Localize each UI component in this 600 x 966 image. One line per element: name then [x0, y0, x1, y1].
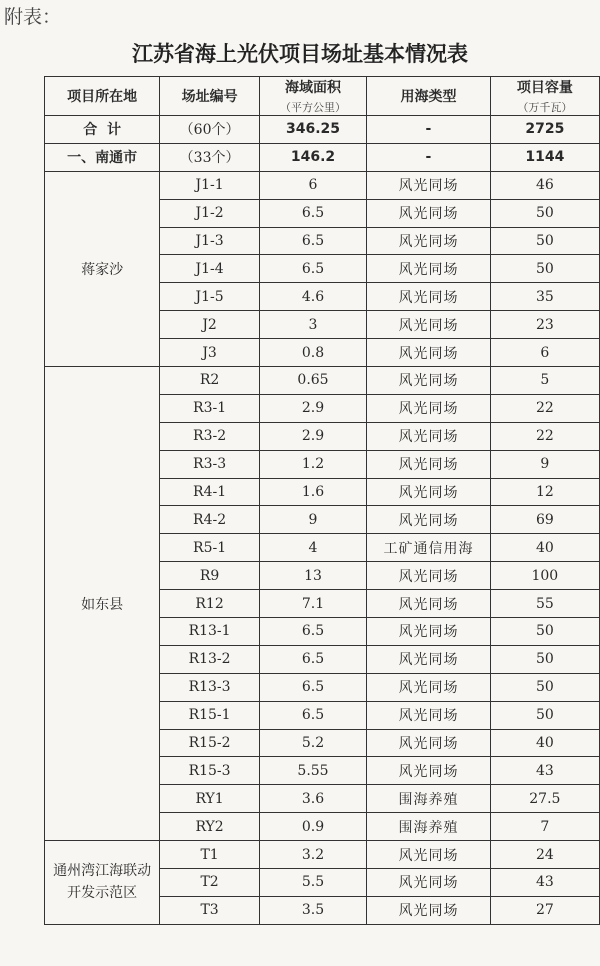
capacity-cell: 100	[490, 562, 599, 590]
table-row	[45, 171, 600, 199]
usage-cell: 工矿通信用海	[367, 534, 491, 562]
usage-cell: 风光同场	[367, 339, 491, 367]
annex-label: 附表：	[4, 6, 62, 28]
capacity-cell: 40	[490, 729, 599, 757]
capacity-cell: 69	[490, 506, 599, 534]
capacity-cell: 22	[490, 394, 599, 422]
city-row	[45, 143, 600, 171]
area-cell: 4.6	[259, 283, 366, 311]
site-cell: R12	[160, 590, 259, 618]
header-capacity	[490, 77, 599, 116]
area-cell: 6	[259, 171, 366, 199]
site-cell: R9	[160, 562, 259, 590]
site-cell: R15-1	[160, 701, 259, 729]
area-cell: 5.2	[259, 729, 366, 757]
site-cell: R4-2	[160, 506, 259, 534]
capacity-cell: 7	[490, 813, 599, 841]
area-cell: 5.5	[259, 869, 366, 897]
usage-cell: 风光同场	[367, 311, 491, 339]
capacity-cell: 40	[490, 534, 599, 562]
site-cell: T1	[160, 841, 259, 869]
site-cell: J2	[160, 311, 259, 339]
capacity-cell: 6	[490, 339, 599, 367]
area-cell: 0.9	[259, 813, 366, 841]
location-cell: 通州湾江海联动开发示范区	[45, 841, 160, 925]
area-cell: 2.9	[259, 422, 366, 450]
area-cell: 0.65	[259, 367, 366, 395]
area-cell: 6.5	[259, 645, 366, 673]
capacity-cell: 50	[490, 645, 599, 673]
city-label: 一、南通市	[45, 143, 160, 171]
city-count: （33个）	[160, 143, 259, 171]
site-cell: R3-1	[160, 394, 259, 422]
usage-cell: 风光同场	[367, 394, 491, 422]
usage-cell: 风光同场	[367, 171, 491, 199]
header-capacity-unit: （万千瓦）	[517, 101, 573, 114]
capacity-cell: 12	[490, 478, 599, 506]
city-area: 146.2	[259, 143, 366, 171]
header-usage: 用海类型	[367, 77, 491, 116]
location-cell: 如东县	[45, 367, 160, 841]
site-cell: RY1	[160, 785, 259, 813]
area-cell: 6.5	[259, 701, 366, 729]
site-cell: J1-2	[160, 199, 259, 227]
usage-cell: 风光同场	[367, 701, 491, 729]
capacity-cell: 27.5	[490, 785, 599, 813]
capacity-cell: 50	[490, 199, 599, 227]
usage-cell: 风光同场	[367, 422, 491, 450]
usage-cell: 风光同场	[367, 618, 491, 646]
area-cell: 6.5	[259, 618, 366, 646]
capacity-cell: 50	[490, 701, 599, 729]
site-cell: T3	[160, 896, 259, 924]
city-usage: -	[367, 143, 491, 171]
area-cell: 6.5	[259, 199, 366, 227]
usage-cell: 风光同场	[367, 729, 491, 757]
area-cell: 4	[259, 534, 366, 562]
usage-cell: 风光同场	[367, 896, 491, 924]
capacity-cell: 50	[490, 255, 599, 283]
site-cell: R15-2	[160, 729, 259, 757]
site-cell: R15-3	[160, 757, 259, 785]
total-count: （60个）	[160, 116, 259, 144]
usage-cell: 风光同场	[367, 450, 491, 478]
usage-cell: 风光同场	[367, 255, 491, 283]
usage-cell: 风光同场	[367, 673, 491, 701]
table-row	[45, 841, 600, 869]
area-cell: 6.5	[259, 673, 366, 701]
site-cell: R4-1	[160, 478, 259, 506]
capacity-cell: 27	[490, 896, 599, 924]
header-site: 场址编号	[160, 77, 259, 116]
area-cell: 2.9	[259, 394, 366, 422]
total-label: 合 计	[45, 116, 160, 144]
usage-cell: 围海养殖	[367, 785, 491, 813]
site-cell: T2	[160, 869, 259, 897]
capacity-cell: 5	[490, 367, 599, 395]
usage-cell: 风光同场	[367, 199, 491, 227]
site-cell: J3	[160, 339, 259, 367]
usage-cell: 风光同场	[367, 590, 491, 618]
total-row	[45, 116, 600, 144]
area-cell: 6.5	[259, 227, 366, 255]
area-cell: 6.5	[259, 255, 366, 283]
capacity-cell: 50	[490, 673, 599, 701]
location-cell: 蒋家沙	[45, 171, 160, 366]
capacity-cell: 43	[490, 869, 599, 897]
usage-cell: 风光同场	[367, 283, 491, 311]
site-cell: J1-5	[160, 283, 259, 311]
site-cell: RY2	[160, 813, 259, 841]
capacity-cell: 35	[490, 283, 599, 311]
area-cell: 3.6	[259, 785, 366, 813]
area-cell: 1.2	[259, 450, 366, 478]
total-area: 346.25	[259, 116, 366, 144]
header-area-unit: （平方公里）	[280, 101, 346, 114]
site-cell: J1-1	[160, 171, 259, 199]
site-cell: R3-3	[160, 450, 259, 478]
site-cell: R13-3	[160, 673, 259, 701]
site-cell: R13-2	[160, 645, 259, 673]
area-cell: 3.5	[259, 896, 366, 924]
usage-cell: 风光同场	[367, 506, 491, 534]
usage-cell: 风光同场	[367, 367, 491, 395]
header-location: 项目所在地	[45, 77, 160, 116]
area-cell: 1.6	[259, 478, 366, 506]
document-title: 江苏省海上光伏项目场址基本情况表	[132, 42, 468, 66]
table-row	[45, 367, 600, 395]
area-cell: 13	[259, 562, 366, 590]
usage-cell: 风光同场	[367, 645, 491, 673]
area-cell: 3	[259, 311, 366, 339]
header-capacity-label: 项目容量	[516, 80, 573, 96]
capacity-cell: 43	[490, 757, 599, 785]
usage-cell: 风光同场	[367, 841, 491, 869]
usage-cell: 风光同场	[367, 757, 491, 785]
usage-cell: 风光同场	[367, 227, 491, 255]
area-cell: 3.2	[259, 841, 366, 869]
usage-cell: 风光同场	[367, 478, 491, 506]
site-cell: R2	[160, 367, 259, 395]
area-cell: 5.55	[259, 757, 366, 785]
capacity-cell: 23	[490, 311, 599, 339]
site-cell: R3-2	[160, 422, 259, 450]
header-area	[259, 77, 366, 116]
capacity-cell: 24	[490, 841, 599, 869]
capacity-cell: 9	[490, 450, 599, 478]
capacity-cell: 55	[490, 590, 599, 618]
site-cell: R13-1	[160, 618, 259, 646]
total-usage: -	[367, 116, 491, 144]
header-area-label: 海域面积	[285, 80, 341, 96]
area-cell: 9	[259, 506, 366, 534]
city-capacity: 1144	[490, 143, 599, 171]
capacity-cell: 50	[490, 227, 599, 255]
site-cell: J1-3	[160, 227, 259, 255]
capacity-cell: 46	[490, 171, 599, 199]
site-table	[44, 76, 600, 925]
usage-cell: 风光同场	[367, 869, 491, 897]
area-cell: 7.1	[259, 590, 366, 618]
usage-cell: 围海养殖	[367, 813, 491, 841]
capacity-cell: 22	[490, 422, 599, 450]
capacity-cell: 50	[490, 618, 599, 646]
site-cell: J1-4	[160, 255, 259, 283]
total-capacity: 2725	[490, 116, 599, 144]
area-cell: 0.8	[259, 339, 366, 367]
table-header-row	[45, 77, 600, 116]
usage-cell: 风光同场	[367, 562, 491, 590]
site-cell: R5-1	[160, 534, 259, 562]
